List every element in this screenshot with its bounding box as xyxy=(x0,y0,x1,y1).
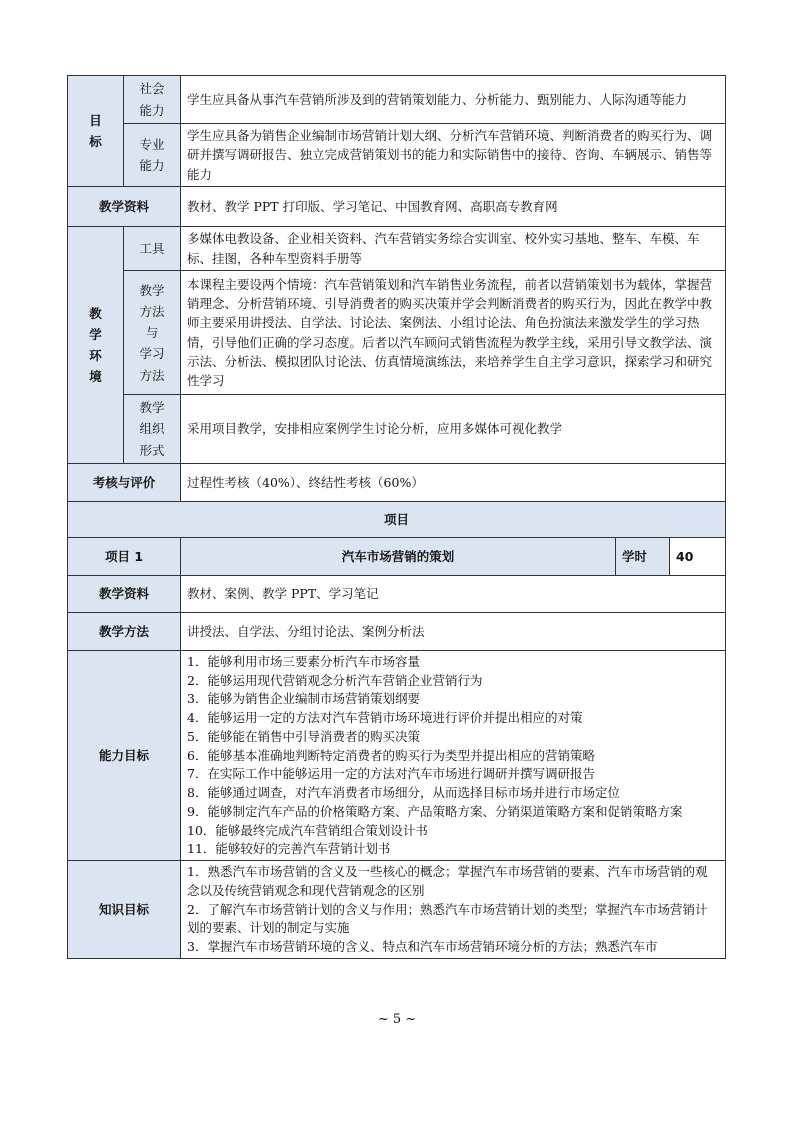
organization-label xyxy=(124,395,181,464)
project1-hours-value: 40 xyxy=(670,537,726,575)
goal-label xyxy=(68,76,124,187)
ability-item: 9．能够制定汽车产品的价格策略方案、产品策略方案、分销渠道策略方案和促销策略方案 xyxy=(187,803,683,819)
course-plan-table xyxy=(67,75,726,959)
assessment-label: 考核与评价 xyxy=(68,463,181,501)
project1-method-text: 讲授法、自学法、分组讨论法、案例分析法 xyxy=(181,612,726,650)
methods-label-text: 教学 方法 与 学习 方法 xyxy=(139,282,165,383)
ability-item: 5．能够能在销售中引导消费者的购买决策 xyxy=(187,728,420,744)
tools-text: 多媒体电教设备、企业相关资料、汽车营销实务综合实训室、校外实习基地、整车、车模、车标、挂图，各种车型资料手册等 xyxy=(181,227,726,271)
project1-title: 汽车市场营销的策划 xyxy=(181,537,616,575)
ability-item: 7．在实际工作中能够运用一定的方法对汽车市场进行调研并撰写调研报告 xyxy=(187,766,595,782)
professional-ability-label xyxy=(124,124,181,187)
knowledge-item: 2．了解汽车市场营销计划的含义与作用；熟悉汽车市场营销计划的类型；掌握汽车市场营销计划的要素、计划的制定与实施 xyxy=(187,901,708,936)
ability-item: 11．能够较好的完善汽车营销计划书 xyxy=(187,841,391,857)
page-number: ~ 5 ~ xyxy=(377,1012,417,1027)
methods-label xyxy=(124,271,181,395)
knowledge-item: 3．掌握汽车市场营销环境的含义、特点和汽车市场营销环境分析的方法；熟悉汽车市 xyxy=(187,939,658,955)
ability-goals-list xyxy=(181,650,726,860)
social-ability-label xyxy=(124,76,181,124)
ability-item: 10．能够最终完成汽车营销组合策划设计书 xyxy=(187,822,428,838)
ability-item: 3．能够为销售企业编制市场营销策划纲要 xyxy=(187,691,420,707)
knowledge-goals-label: 知识目标 xyxy=(68,861,181,959)
methods-text: 本课程主要设两个情境：汽车营销策划和汽车销售业务流程，前者以营销策划书为载体，掌握营销理念、分析营销环境、引导消费者的购买决策并学会判断消费者的购买行为，因此在教学中教师主要采用讲授法、自学法、讨论法、案例法、小组讨论法、角色扮演法来激发学生的学习热情，引导他们正确的学习态度。后者以汽车顾问式销售流程为教学主线，采用引导文教学法、演示法、分析法、模拟团队讨论法、仿真情境演练法，来培养学生自主学习意识，探索学习和研究性学习 xyxy=(181,271,726,395)
social-ability-label-text: 社会 能力 xyxy=(139,81,165,118)
knowledge-goals-list xyxy=(181,861,726,959)
professional-ability-label-text: 专业 能力 xyxy=(139,136,165,174)
materials-label: 教学资料 xyxy=(68,187,181,227)
knowledge-item: 1．熟悉汽车市场营销的含义及一些核心的概念；掌握汽车市场营销的要素、汽车市场营销的观念以及传统营销观念和现代营销观念的区别 xyxy=(187,864,708,898)
social-ability-text: 学生应具备从事汽车营销所涉及到的营销策划能力、分析能力、甄别能力、人际沟通等能力 xyxy=(181,76,726,124)
environment-label-text: 教 学 环 境 xyxy=(89,305,102,385)
materials-text: 教材、教学 PPT 打印版、学习笔记、中国教育网、高职高专教育网 xyxy=(181,187,726,227)
organization-label-text: 教学 组织 形式 xyxy=(139,400,165,458)
project1-materials-text: 教材、案例、教学 PPT、学习笔记 xyxy=(181,575,726,612)
environment-label xyxy=(68,227,124,464)
project1-label: 项目 1 xyxy=(68,537,181,575)
project-section-header: 项目 xyxy=(68,501,726,537)
ability-item: 4．能够运用一定的方法对汽车营销市场环境进行评价并提出相应的对策 xyxy=(187,710,583,726)
course-table-page xyxy=(67,75,725,959)
tools-label: 工具 xyxy=(124,227,181,271)
project1-method-label: 教学方法 xyxy=(68,612,181,650)
ability-item: 6．能够基本准确地判断特定消费者的购买行为类型并提出相应的营销策略 xyxy=(187,747,595,763)
assessment-text: 过程性考核（40%）、终结性考核（60%） xyxy=(181,463,726,501)
project1-materials-label: 教学资料 xyxy=(68,575,181,612)
organization-text: 采用项目教学，安排相应案例学生讨论分析，应用多媒体可视化教学 xyxy=(181,395,726,464)
ability-goals-label: 能力目标 xyxy=(68,650,181,860)
goal-label-text: 目 标 xyxy=(89,112,102,150)
ability-item: 8．能够通过调查，对汽车消费者市场细分，从而选择目标市场并进行市场定位 xyxy=(187,785,620,801)
project1-hours-label: 学时 xyxy=(616,537,670,575)
ability-item: 1．能够利用市场三要素分析汽车市场容量 xyxy=(187,653,420,669)
professional-ability-text: 学生应具备为销售企业编制市场营销计划大纲、分析汽车营销环境、判断消费者的购买行为、调研并撰写调研报告、独立完成营销策划书的能力和实际销售中的接待、咨询、车辆展示、销售等能力 xyxy=(181,124,726,187)
ability-item: 2．能够运用现代营销观念分析汽车营销企业营销行为 xyxy=(187,672,483,688)
